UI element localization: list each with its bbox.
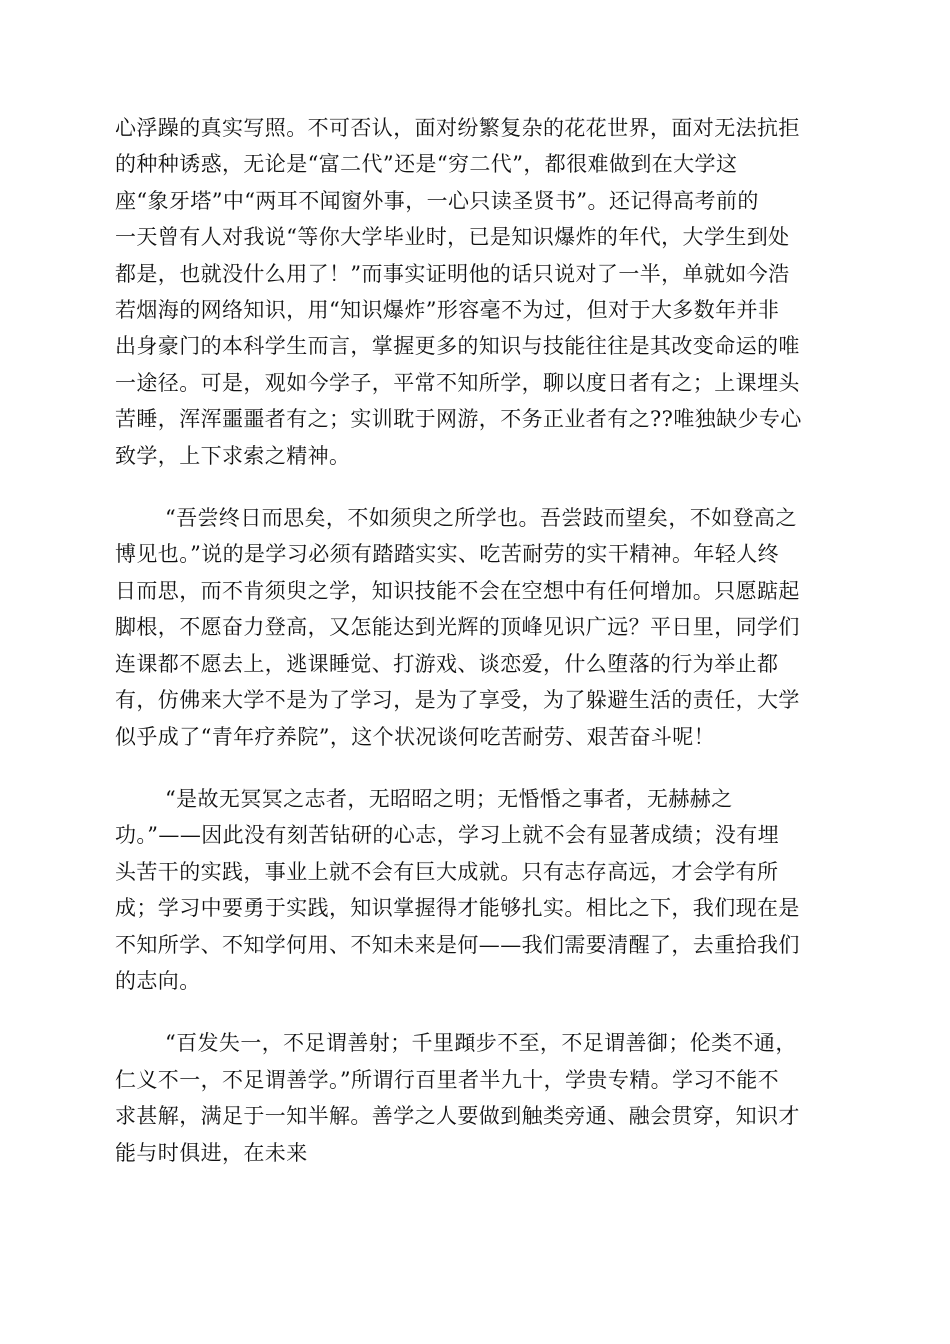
text-line: 的志向。 <box>115 968 201 993</box>
text-line: 心浮躁的真实写照。不可否认，面对纷繁复杂的花花世界，面对无法抗拒 <box>115 116 800 140</box>
text-line: 求甚解，满足于一知半解。善学之人要做到触类旁通、融会贯穿，知识才 <box>115 1104 800 1129</box>
text-line: 博见也。”说的是学习必须有踏踏实实、吃苦耐劳的实干精神。年轻人终 <box>115 542 780 567</box>
text-line: “百发失一，不足谓善射；千里蹞步不至，不足谓善御；伦类不通， <box>165 1031 797 1056</box>
text-line: 头苦干的实践，事业上就不会有巨大成就。只有志存高远，才会学有所 <box>115 859 779 884</box>
paragraph-2 <box>115 500 840 755</box>
text-line: “吾尝终日而思矣，不如须臾之所学也。吾尝跂而望矣，不如登高之 <box>165 506 797 531</box>
text-line: 成；学习中要勇于实践，知识掌握得才能够扎实。相比之下，我们现在是 <box>115 896 800 921</box>
text-line: 能与时俱进，在未来 <box>115 1140 308 1165</box>
text-line: 仁义不一，不足谓善学。”所谓行百里者半九十，学贵专精。学习不能不 <box>115 1067 780 1092</box>
text-line: “是故无冥冥之志者，无昭昭之明；无惛惛之事者，无赫赫之 <box>165 786 733 811</box>
text-line: 功。”——因此没有刻苦钻研的心志，学习上就不会有显著成绩；没有埋 <box>115 823 780 848</box>
text-line: 不知所学、不知学何用、不知未来是何——我们需要清醒了，去重拾我们 <box>115 932 800 957</box>
text-line: 的种种诱惑，无论是“富二代”还是“穷二代”，都很难做到在大学这 <box>115 152 738 177</box>
text-line: 致学，上下求索之精神。 <box>115 443 351 468</box>
text-line: 一途径。可是，观如今学子，平常不知所学，聊以度日者有之；上课埋头 <box>115 370 800 395</box>
text-line: 连课都不愿去上，逃课睡觉、打游戏、谈恋爱，什么堕落的行为举止都 <box>115 651 779 676</box>
text-line: 脚根，不愿奋力登高，又怎能达到光辉的顶峰见识广远？平日里，同学们 <box>115 615 800 640</box>
text-line: 座“象牙塔”中“两耳不闻窗外事，一心只读圣贤书”。还记得高考前的 <box>115 188 759 213</box>
text-line: 似乎成了“青年疗养院”，这个状况谈何吃苦耐劳、艰苦奋斗呢！ <box>115 724 716 749</box>
text-line: 苦睡，浑浑噩噩者有之；实训耽于网游，不务正业者有之??唯独缺少专心 <box>115 407 802 432</box>
document-body <box>115 110 840 1197</box>
text-line: 日而思，而不肯须臾之学，知识技能不会在空想中有任何增加。只愿踮起 <box>115 578 800 603</box>
paragraph-1 <box>115 110 840 474</box>
text-line: 一天曾有人对我说“等你大学毕业时，已是知识爆炸的年代，大学生到处 <box>115 225 790 250</box>
text-line: 出身豪门的本科学生而言，掌握更多的知识与技能往往是其改变命运的唯 <box>115 334 800 359</box>
text-line: 有，仿佛来大学不是为了学习，是为了享受，为了躲避生活的责任，大学 <box>115 688 800 713</box>
paragraph-3 <box>115 781 840 999</box>
text-line: 都是，也就没什么用了！”而事实证明他的话只说对了一半，单就如今浩 <box>115 261 790 286</box>
text-line: 若烟海的网络知识，用“知识爆炸”形容毫不为过，但对于大多数年并非 <box>115 298 780 323</box>
paragraph-4 <box>115 1025 840 1171</box>
